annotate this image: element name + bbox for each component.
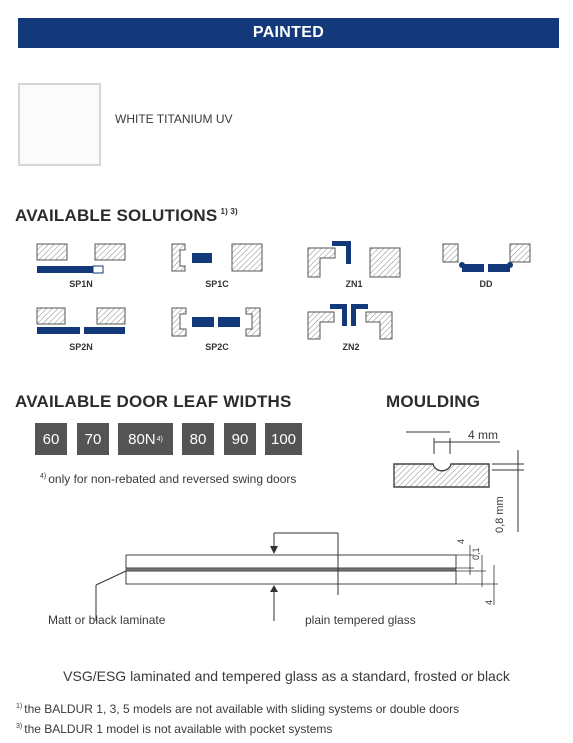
width-chip-label: 60 (42, 430, 60, 448)
width-chip-label: 80 (189, 430, 207, 448)
width-chip-label: 90 (231, 430, 249, 448)
width-chip-80n (118, 423, 173, 455)
solution-sp2c-diagram (172, 308, 260, 336)
glass-section-diagram (0, 525, 573, 625)
width-chip-90 (224, 423, 256, 455)
glass-dim-top: 4 (456, 538, 466, 544)
width-chip-label: 100 (270, 430, 297, 448)
solution-sp1c-diagram (172, 244, 262, 271)
solution-zn1-diagram (308, 241, 400, 277)
glass-label-laminate: Matt or black laminate (48, 613, 166, 627)
solutions-title-footnote: 1) 3) (220, 207, 238, 216)
width-chip-60 (35, 423, 67, 455)
glass-dim-bottom: 4 (484, 599, 494, 605)
glass-dim-mid: 0,1 (471, 547, 481, 560)
footnote-1-marker: 1) (16, 703, 23, 710)
solution-diagrams (0, 236, 573, 356)
finish-label: WHITE TITANIUM UV (115, 112, 233, 126)
solution-label-sp1c: SP1C (205, 279, 229, 289)
footnote-3-text: the BALDUR 1 model is not available with pocket systems (24, 722, 333, 736)
width-chip-100 (265, 423, 302, 455)
section-header-painted (18, 18, 559, 48)
section-header-title: PAINTED (252, 24, 325, 41)
solution-label-sp2c: SP2C (205, 342, 229, 352)
solution-label-zn2: ZN2 (342, 342, 360, 352)
widths-heading: AVAILABLE DOOR LEAF WIDTHS (15, 392, 292, 411)
solutions-title: AVAILABLE SOLUTIONS (15, 206, 218, 225)
solution-sp2n-diagram (37, 308, 125, 334)
footnote-3 (16, 722, 332, 736)
glass-caption: VSG/ESG laminated and tempered glass as a standard, frosted or black (63, 668, 510, 684)
footnote-1-text: the BALDUR 1, 3, 5 models are not available with sliding systems or double doors (24, 702, 460, 716)
footnote-3-marker: 3) (16, 723, 23, 730)
footnote-1 (16, 702, 459, 716)
finish-swatch (18, 83, 101, 166)
solution-zn2-diagram (308, 304, 392, 339)
solution-dd-diagram (443, 244, 530, 272)
width-chip-70 (77, 423, 109, 455)
widths-note (40, 472, 296, 486)
widths-note-footnote: 4) (40, 473, 47, 480)
moulding-diagram (380, 420, 530, 540)
moulding-width-dimension: 4 mm (468, 428, 498, 442)
widths-note-text: only for non-rebated and reversed swing doors (48, 472, 297, 486)
width-chip-80 (182, 423, 214, 455)
width-chip-label: 80N (128, 430, 156, 448)
width-chip-label: 70 (84, 430, 102, 448)
moulding-depth-dimension: 0,8 mm (494, 496, 506, 533)
solution-label-dd: DD (479, 279, 493, 289)
solution-sp1n-diagram (37, 244, 125, 273)
solution-label-sp2n: SP2N (69, 342, 93, 352)
glass-label-tempered: plain tempered glass (305, 613, 416, 627)
solution-label-sp1n: SP1N (69, 279, 93, 289)
solutions-heading (15, 206, 238, 226)
solution-label-zn1: ZN1 (345, 279, 363, 289)
moulding-heading: MOULDING (386, 392, 481, 411)
width-chip-footnote: 4) (156, 435, 163, 443)
